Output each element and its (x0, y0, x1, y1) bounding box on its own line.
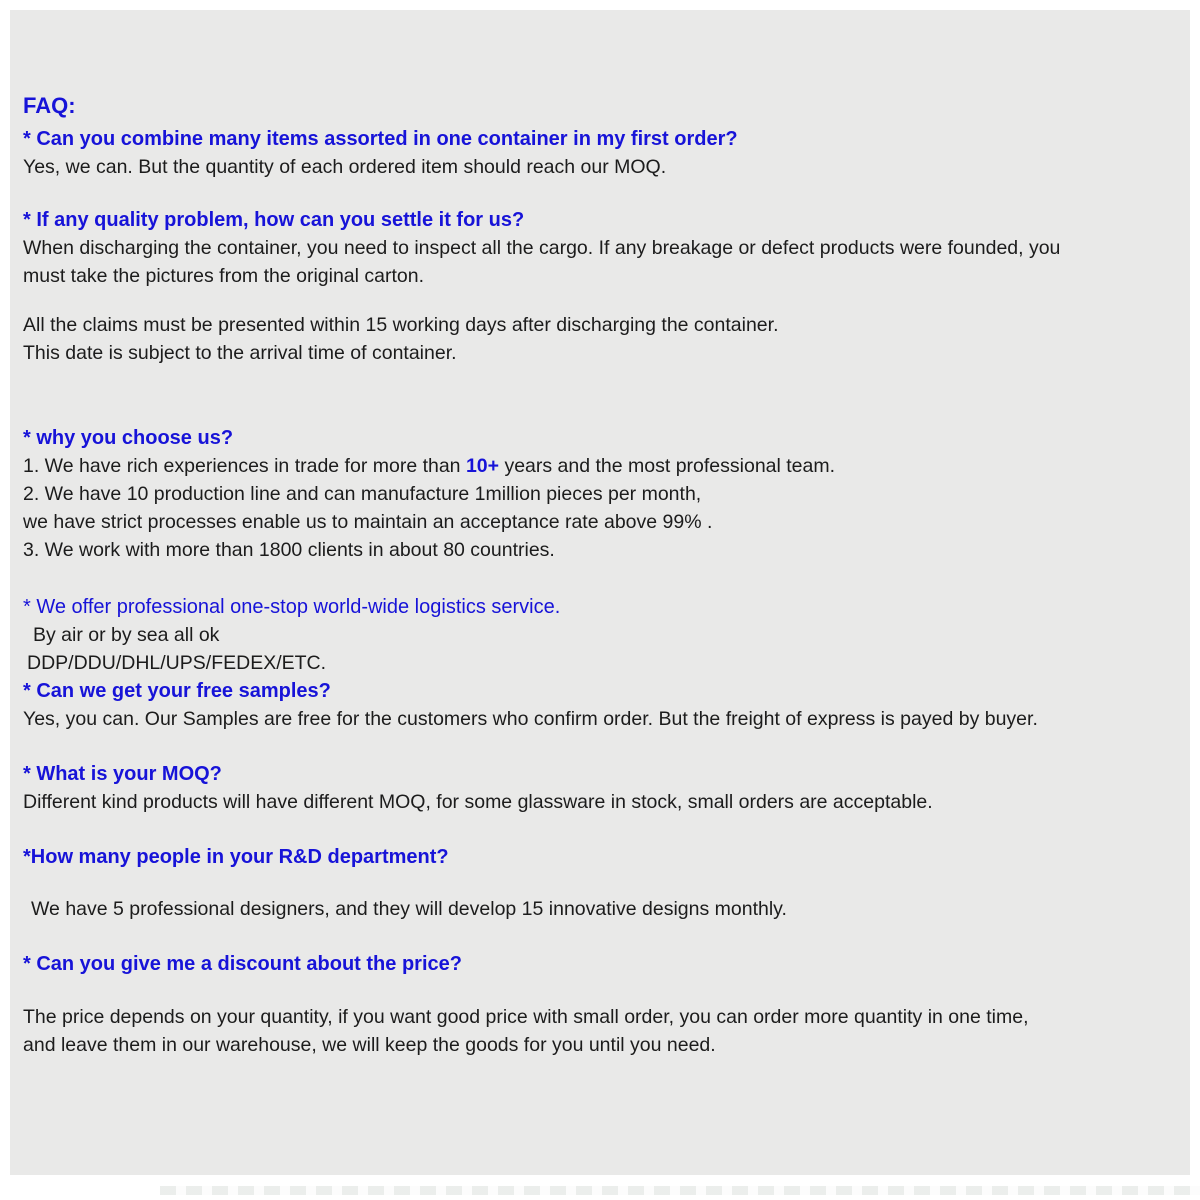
faq-note-line: This date is subject to the arrival time of container. (23, 342, 457, 364)
faq-answer-line: Yes, you can. Our Samples are free for the customers who confirm order. But the freight of express is payed by buyer. (23, 708, 1038, 730)
spacer (23, 367, 1190, 424)
faq-answer-line: Different kind products will have different MOQ, for some glassware in stock, small orders are acceptable. (23, 791, 933, 813)
faq-answer-line: When discharging the container, you need to inspect all the cargo. If any breakage or defect products were founded, you (23, 237, 1061, 259)
faq-answer-line: must take the pictures from the original carton. (23, 265, 425, 287)
faq-question-moq: * What is your MOQ? (23, 763, 222, 785)
faq-answer-line: 3. We work with more than 1800 clients in about 80 countries. (23, 539, 555, 561)
highlight-10plus: 10+ (465, 455, 500, 477)
faq-answer-line: we have strict processes enable us to maintain an acceptance rate above 99% . (23, 511, 713, 533)
spacer (23, 923, 1190, 950)
faq-question-logistics: * We offer professional one-stop world-wide logistics service. (23, 596, 561, 618)
faq-answer-line: DDP/DDU/DHL/UPS/FEDEX/ETC. (27, 652, 327, 674)
faq-question-discount: * Can you give me a discount about the price? (23, 953, 462, 975)
faq-answer-line: 2. We have 10 production line and can manufacture 1million pieces per month, (23, 483, 702, 505)
spacer (23, 816, 1190, 843)
spacer (23, 978, 1190, 1003)
answer-text-before: 1. We have rich experiences in trade for more than (23, 455, 466, 477)
faq-answer-line (23, 452, 1190, 480)
faq-title: FAQ: (23, 93, 76, 118)
faq-panel (10, 10, 1190, 1175)
spacer (23, 181, 1190, 206)
faq-question-samples: * Can we get your free samples? (23, 680, 331, 702)
faq-answer-line: The price depends on your quantity, if you want good price with small order, you can order more quantity in one time, (23, 1006, 1029, 1028)
faq-question-combine: * Can you combine many items assorted in one container in my first order? (23, 128, 738, 150)
faq-note-line: All the claims must be presented within 15 working days after discharging the container. (23, 314, 779, 336)
faq-answer-line: We have 5 professional designers, and they will develop 15 innovative designs monthly. (31, 898, 787, 920)
faq-answer-line: By air or by sea all ok (33, 624, 220, 646)
faq-answer-line: Yes, we can. But the quantity of each ordered item should reach our MOQ. (23, 156, 667, 178)
spacer (23, 290, 1190, 311)
spacer (23, 564, 1190, 593)
cropped-text-artifact (160, 1186, 1200, 1195)
faq-answer-line: and leave them in our warehouse, we will keep the goods for you until you need. (23, 1034, 716, 1056)
faq-question-why-choose-us: * why you choose us? (23, 427, 234, 449)
faq-question-quality: * If any quality problem, how can you settle it for us? (23, 209, 525, 231)
spacer (23, 871, 1190, 895)
spacer (23, 733, 1190, 760)
faq-question-rnd: *How many people in your R&D department? (23, 846, 449, 868)
answer-text-after: years and the most professional team. (499, 455, 836, 477)
